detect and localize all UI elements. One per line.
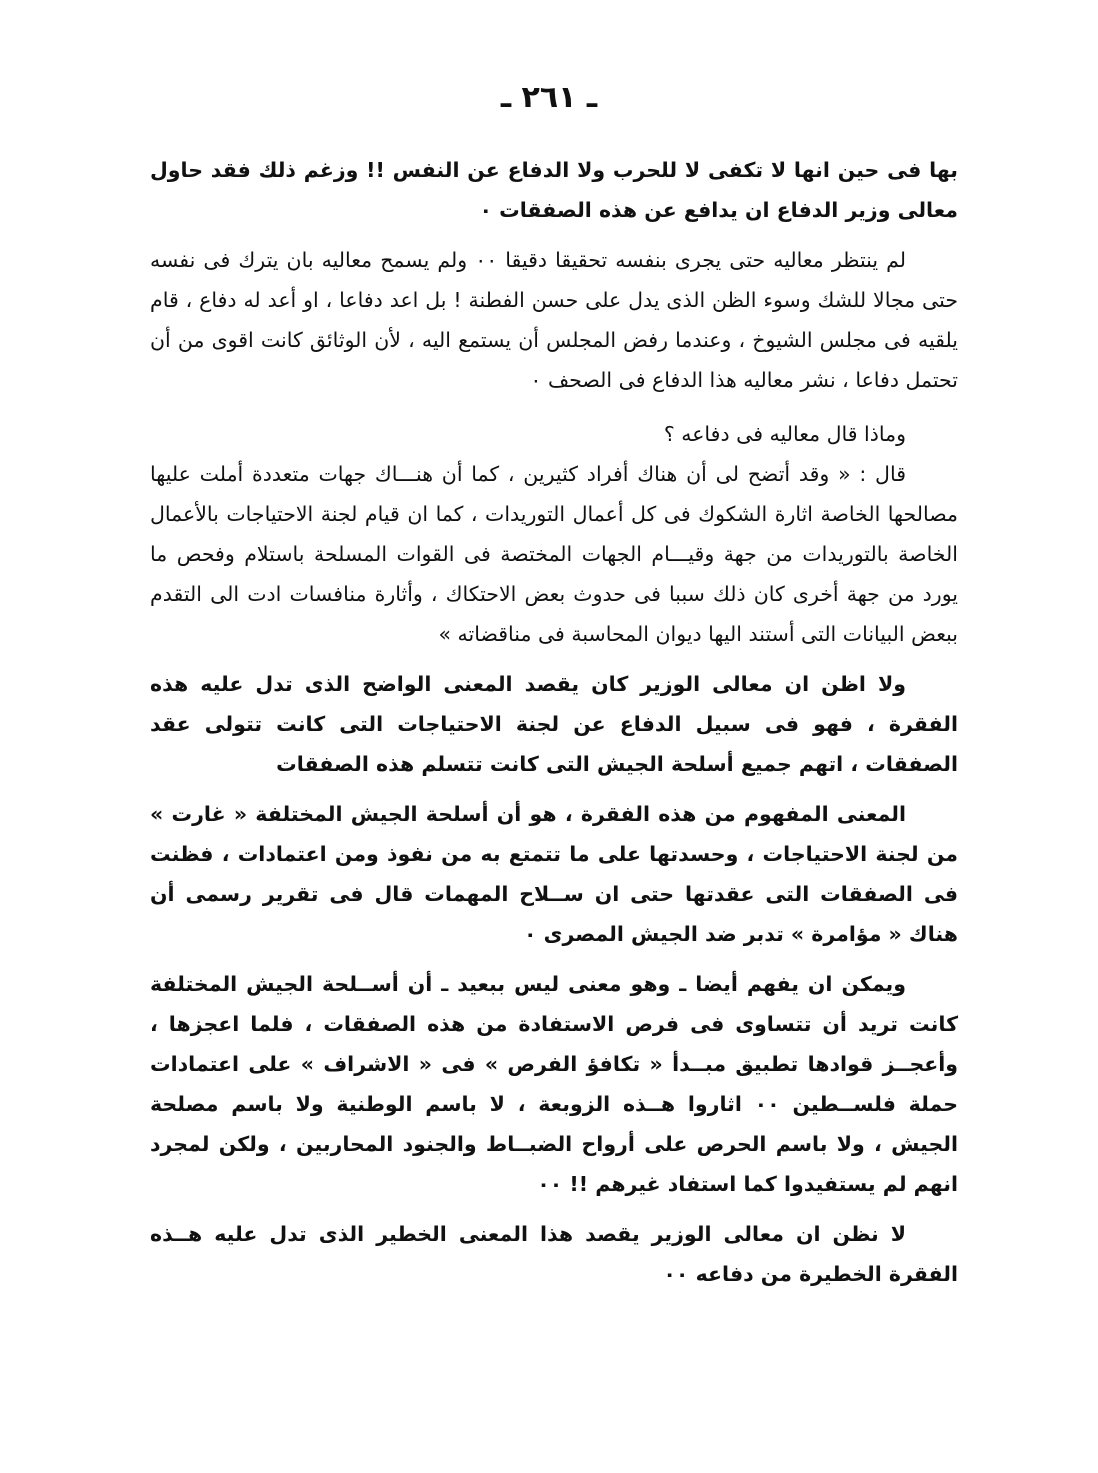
paragraph: بها فى حين انها لا تكفى لا للحرب ولا الدفاع عن النفس !! وزغم ذلك فقد حاول معالى وزير الدفاع ان يدافع عن هذه الصفقات ٠	[150, 158, 958, 222]
page-number: ـ ٢٦١ ـ	[500, 80, 598, 115]
paragraph: المعنى المفهوم من هذه الفقرة ، هو أن أسلحة الجيش المختلفة « غارت » من لجنة الاحتياجات ، وحسدتها على ما تتمتع به من نفوذ ومن اعتمادات ، فظنت فى الصفقات التى عقدتها حتى ان ســلاح المهمات قال فى تقرير رسمى أن هناك « مؤامرة » تدبر ضد الجيش المصرى ٠	[150, 802, 958, 946]
paragraph: لم ينتظر معاليه حتى يجرى بنفسه تحقيقا دقيقا ٠٠ ولم يسمح معاليه بان يترك فى نفسه حتى مجالا للشك وسوء الظن الذى يدل على حسن الفطنة ! بل اعد دفاعا ، او أعد له دفاع ، قام يلقيه فى مجلس الشيوخ ، وعندما رفض المجلس أن يستمع اليه ، لأن الوثائق كانت اقوى من أن تحتمل دفاعا ، نشر معاليه هذا الدفاع فى الصحف ٠	[150, 248, 958, 392]
paragraph: ولا اظن ان معالى الوزير كان يقصد المعنى الواضح الذى تدل عليه هذه الفقرة ، فهو فى سبيل الدفاع عن لجنة الاحتياجات التى كانت تتولى عقد الصفقات ، اتهم جميع أسلحة الجيش التى كانت تتسلم هذه الصفقات	[150, 672, 958, 776]
paragraph: ويمكن ان يفهم أيضا ـ وهو معنى ليس ببعيد ـ أن أســلحة الجيش المختلفة كانت تريد أن تتساوى فى فرص الاستفادة من هذه الصفقات ، فلما اعجزها ، وأعجــز قوادها تطبيق مبــدأ « تكافؤ الفرص » فى « الاشراف » على اعتمادات حملة فلســطين ٠٠ اثاروا هــذه الزوبعة ، لا باسم الوطنية ولا باسم مصلحة الجيش ، ولا باسم الحرص على أرواح الضبــاط والجنود المحاربين ، ولكن لمجرد انهم لم يستفيدوا كما استفاد غيرهم !! ٠٠	[150, 972, 959, 1196]
paragraph: وماذا قال معاليه فى دفاعه ؟	[663, 422, 906, 446]
paragraph: لا نظن ان معالى الوزير يقصد هذا المعنى الخطير الذى تدل عليه هــذه الفقرة الخطيرة من دفاعه ٠٠	[150, 1222, 958, 1286]
page-body	[150, 150, 958, 1294]
paragraph: قال : « وقد أتضح لى أن هناك أفراد كثيرين ، كما أن هنـــاك جهات متعددة أملت عليها مصالحها الخاصة اثارة الشكوك فى كل أعمال التوريدات ، كما ان قيام لجنة الاحتياجات بالأعمال الخاصة بالتوريدات من جهة وقيـــام الجهات المختصة فى القوات المسلحة باستلام وفحص ما يورد من جهة أخرى كان ذلك سببا فى حدوث بعض الاحتكاك ، وأثارة منافسات ادت الى التقدم ببعض البيانات التى أستند اليها ديوان المحاسبة فى مناقضاته »	[150, 462, 958, 646]
